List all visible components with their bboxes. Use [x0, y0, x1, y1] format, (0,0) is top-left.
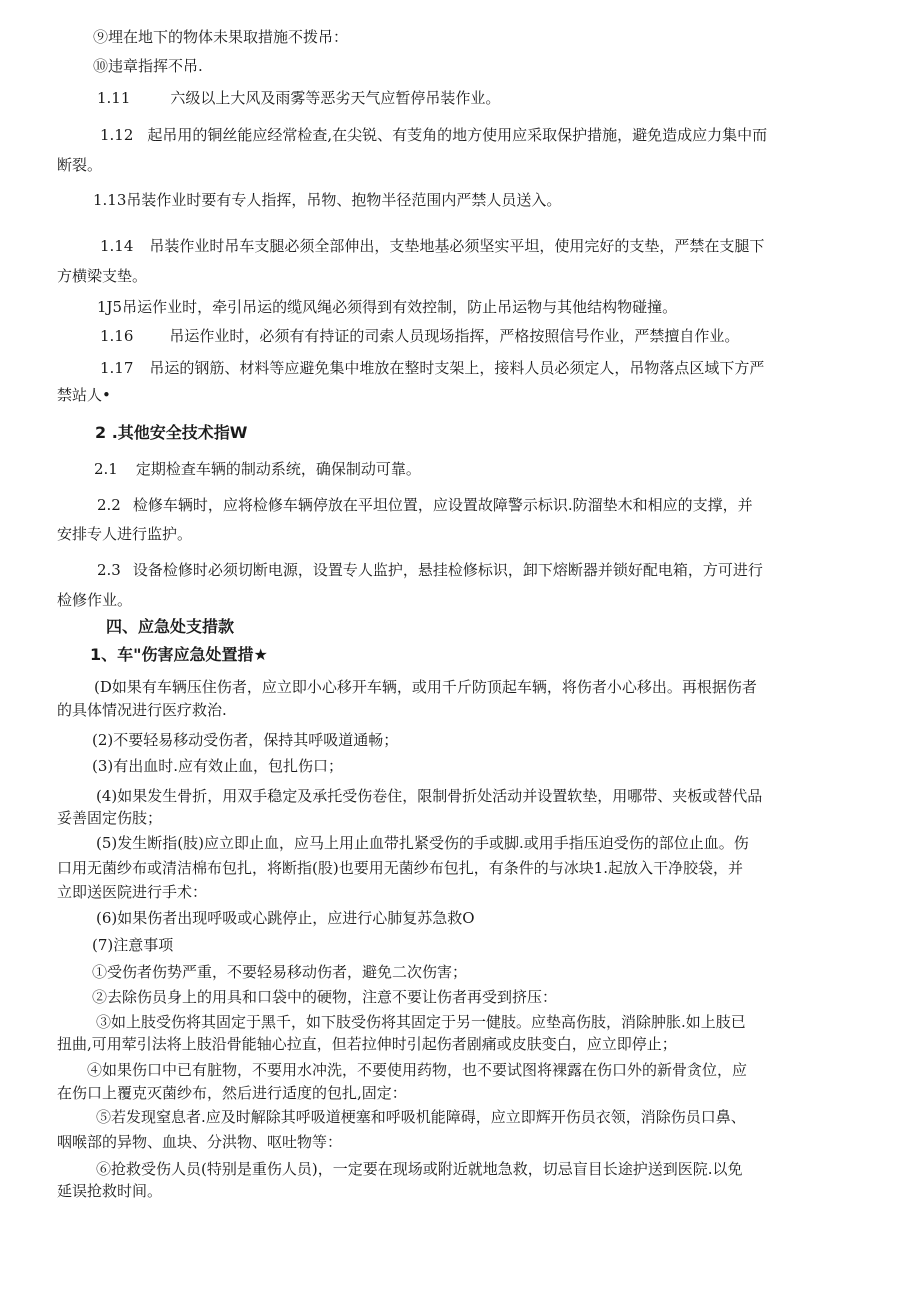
step-3: (3)有出血时.应有效止血，包扎伤口；	[92, 757, 344, 775]
clause-1-17-cont: 禁站人•	[57, 386, 111, 404]
clause-number: 2.1	[94, 460, 118, 478]
clause-1-14	[100, 236, 764, 256]
clause-text: 起吊用的铜丝能应经常检查,在尖锐、有芰角的地方使用应采取保护措施，避免造成应力集中而	[147, 126, 768, 144]
clause-number: 1.14	[100, 237, 134, 255]
item-10-illegal-command: ⑩违章指挥不吊.	[93, 57, 203, 75]
clause-text: 设备检修时必须切断电源，设置专人监护，悬挂检修标识，卸下熔断器并锁好配电箱，方可进行	[132, 561, 763, 579]
note-5: ⑤若发现窒息者.应及时解除其呼吸道梗塞和呼吸机能障碍，应立即辉开伤员衣领，消除伤员口鼻、	[96, 1108, 746, 1126]
clause-number: 2.2	[97, 496, 121, 514]
clause-text: 检修车辆时，应将检修车辆停放在平坦位置，应设置故障警示标识.防溜垫木和相应的支撑，并	[132, 496, 753, 514]
step-5-cont-1: 口用无菌纱布或清洁棉布包扎，将断指(股)也要用无菌纱布包扎，有条件的与冰块1.起放入干净胶袋，并	[57, 859, 744, 877]
clause-1-14-cont: 方横梁支垫。	[57, 267, 148, 285]
step-6: (6)如果伤者出现呼吸或心跳停止，应进行心肺复苏急救O	[96, 909, 475, 927]
clause-1-15: 1J5吊运作业时，牵引吊运的缆风绳必须得到有效控制，防止吊运物与其他结构物碰撞。	[97, 298, 678, 316]
step-4: (4)如果发生骨折，用双手稳定及承托受伤卷住，限制骨折处活动并设置软垫，用哪带、夹板或替代品	[96, 787, 763, 805]
subsection-4-1-heading: 1、车"伤害应急处置措★	[90, 645, 268, 664]
clause-1-16	[100, 326, 739, 346]
clause-2-2-cont: 安排专人进行监护。	[57, 525, 193, 543]
note-6: ⑥抢救受伤人员(特别是重伤人员)，一定要在现场或附近就地急救，切忌盲目长途护送到医院.以免	[96, 1160, 743, 1178]
clause-text: 吊装作业时吊车支腿必须全部伸出，支垫地基必须坚实平坦，使用完好的支垫，严禁在支腿下	[149, 237, 765, 255]
step-4-cont: 妥善固定伤肢；	[57, 809, 163, 827]
step-5-cont-2: 立即送医院进行手术：	[57, 883, 208, 901]
step-5: (5)发生断指(肢)应立即止血，应马上用止血带扎紧受伤的手或脚.或用手指压迫受伤的部位止血。伤	[96, 834, 749, 852]
clause-2-1	[94, 459, 421, 479]
clause-2-2	[97, 495, 753, 515]
clause-number: 2.3	[97, 561, 121, 579]
clause-1-17	[100, 358, 764, 378]
clause-1-13: 1.13吊装作业时要有专人指挥，吊物、抱物半径范围内严禁人员送入。	[93, 191, 562, 209]
step-7: (7)注意事项	[92, 936, 174, 954]
item-9-underground: ⑨埋在地下的物体未果取措施不拨吊：	[93, 28, 349, 46]
clause-number: 1.11	[97, 89, 131, 107]
step-2: (2)不要轻易移动受伤者，保持其呼吸道通畅；	[92, 731, 399, 749]
clause-1-12-cont: 断裂。	[57, 156, 103, 174]
note-5-cont: 咽喉部的异物、血块、分洪物、呕吐物等：	[57, 1133, 343, 1151]
section-2-heading: 2 .其他安全技术指W	[95, 423, 248, 442]
clause-text: 吊运的钢筋、材料等应避免集中堆放在整时支架上，接料人员必须定人，吊物落点区域下方严	[149, 359, 765, 377]
note-3: ③如上肢受伤将其固定于黑千，如下肢受伤将其固定于另一健肢。应垫高伤肢，消除肿胀.如上肢已	[96, 1013, 746, 1031]
clause-2-3-cont: 检修作业。	[57, 591, 133, 609]
note-1: ①受伤者伤势严重，不要轻易移动伤者，避免二次伤害；	[92, 963, 468, 981]
clause-number: 1.16	[100, 327, 134, 345]
note-2: ②去除伤员身上的用具和口袋中的硬物，注意不要让伤者再受到挤压：	[92, 988, 558, 1006]
clause-number: 1.17	[100, 359, 134, 377]
clause-text: 六级以上大风及雨雾等恶劣天气应暂停吊装作业。	[170, 89, 501, 107]
clause-1-12	[100, 125, 767, 145]
step-1: (D如果有车辆压住伤者，应立即小心移开车辆，或用千斤防顶起车辆，将伤者小心移出。再根据伤者	[94, 678, 757, 696]
note-3-cont: 扭曲,可用荤引法将上肢沿骨能轴心拉直，但若拉伸时引起伤者剧痛或皮肤变白，应立即停止；	[57, 1035, 677, 1053]
clause-text: 吊运作业时，必须有有持证的司索人员现场指挥，严格按照信号作业，严禁擅自作业。	[169, 327, 740, 345]
clause-number: 1.12	[100, 126, 134, 144]
clause-text: 定期检查车辆的制动系统，确保制动可靠。	[135, 460, 421, 478]
note-4: ④如果伤口中已有脏物，不要用水冲洗，不要使用药物，也不要试图将裸露在伤口外的新骨贪位，应	[87, 1061, 748, 1079]
note-4-cont: 在伤口上覆克灭菌纱布，然后进行适度的包扎,固定：	[57, 1084, 407, 1102]
step-1-cont: 的具体情况进行医疗救治.	[57, 701, 227, 719]
section-4-heading: 四、应急处支措款	[106, 617, 235, 636]
note-6-cont: 延误抢救时间。	[57, 1182, 163, 1200]
clause-1-11	[97, 88, 500, 108]
clause-2-3	[97, 560, 763, 580]
